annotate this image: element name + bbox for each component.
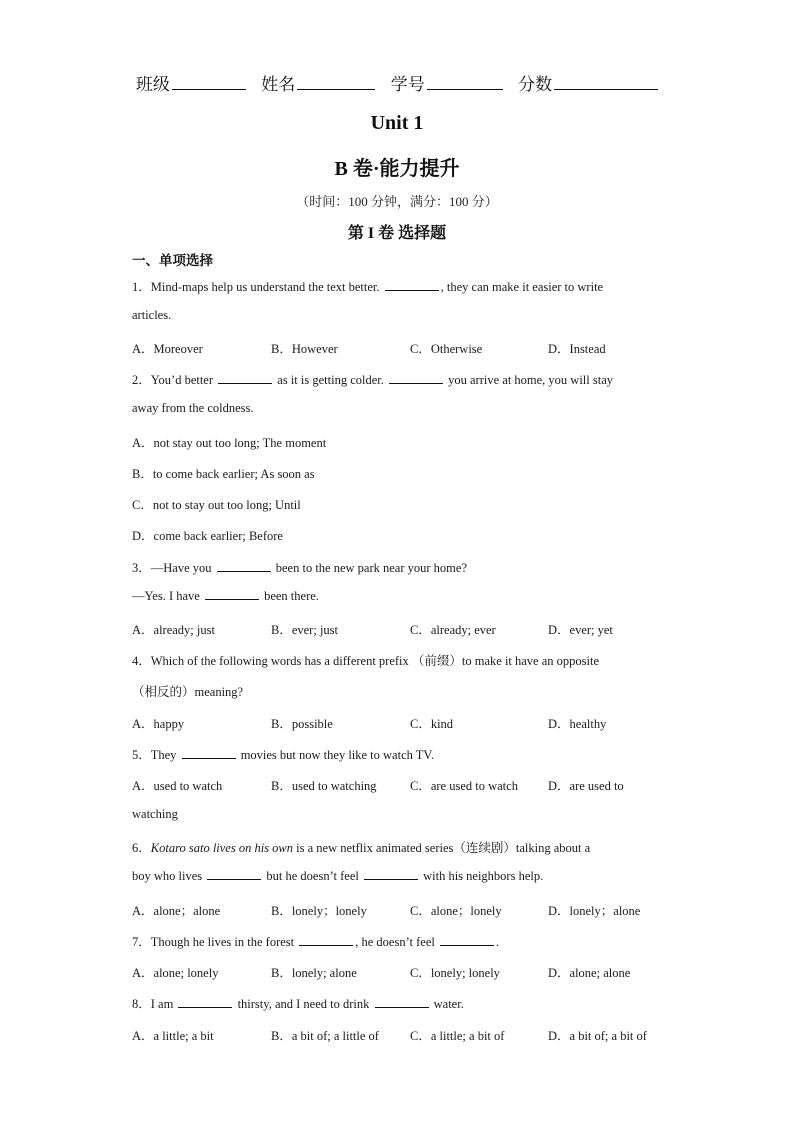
name-blank[interactable] bbox=[297, 88, 375, 90]
q3-blank-2[interactable] bbox=[205, 589, 259, 600]
question-3-line-1 bbox=[132, 558, 467, 576]
q1-option-c[interactable]: C．Otherwise bbox=[410, 342, 483, 356]
q3-text-a: 3．—Have you bbox=[132, 561, 215, 575]
q2-option-c[interactable]: C．not to stay out too long; Until bbox=[132, 498, 301, 512]
question-5-options bbox=[132, 776, 672, 792]
q8-option-b[interactable]: B．a bit of; a little of bbox=[271, 1029, 379, 1043]
q8-blank-1[interactable] bbox=[178, 997, 232, 1008]
name-field bbox=[261, 75, 375, 95]
q8-text-a: 8．I am bbox=[132, 997, 177, 1011]
q6-blank-1[interactable] bbox=[207, 869, 261, 880]
q3-text-d: been there. bbox=[260, 589, 319, 603]
question-2-line-1 bbox=[132, 370, 613, 388]
q1-option-b[interactable]: B．However bbox=[271, 342, 338, 356]
q6-blank-2[interactable] bbox=[364, 869, 418, 880]
q4-option-d[interactable]: D．healthy bbox=[548, 717, 607, 731]
q5-option-a[interactable]: A．used to watch bbox=[132, 779, 223, 793]
q6-text-b: is a new netflix animated series（连续剧）talking about a bbox=[293, 841, 591, 855]
student-info-header bbox=[0, 70, 794, 95]
q2-text-c: you arrive at home, you will stay bbox=[445, 373, 614, 387]
q6-text-c: boy who lives bbox=[132, 869, 206, 883]
q4-option-b[interactable]: B．possible bbox=[271, 717, 333, 731]
q3-text-c: —Yes. I have bbox=[132, 589, 203, 603]
class-blank[interactable] bbox=[172, 88, 246, 90]
question-7-line-1 bbox=[132, 932, 499, 950]
q5-text-b: movies but now they like to watch TV. bbox=[237, 748, 434, 762]
question-8-options bbox=[132, 1026, 672, 1042]
q2-option-d[interactable]: D．come back earlier; Before bbox=[132, 529, 283, 543]
q7-text-b: , he doesn’t feel bbox=[355, 935, 438, 949]
q8-text-c: water. bbox=[430, 997, 464, 1011]
class-field bbox=[136, 75, 246, 95]
q2-blank-2[interactable] bbox=[389, 373, 443, 384]
q5-option-b[interactable]: B．used to watching bbox=[271, 779, 377, 793]
q8-option-c[interactable]: C．a little; a bit of bbox=[410, 1029, 505, 1043]
q1-text-a: 1．Mind-maps help us understand the text better. bbox=[132, 280, 383, 294]
q8-option-a[interactable]: A．a little; a bit bbox=[132, 1029, 214, 1043]
q7-blank-2[interactable] bbox=[440, 935, 494, 946]
q3-option-d[interactable]: D．ever; yet bbox=[548, 623, 613, 637]
score-field bbox=[518, 75, 658, 95]
question-3-line-2 bbox=[132, 589, 319, 604]
q6-text-e: with his neighbors help. bbox=[419, 869, 544, 883]
question-5-line-1 bbox=[132, 745, 434, 763]
score-blank[interactable] bbox=[554, 88, 658, 90]
q7-text-a: 7．Though he lives in the forest bbox=[132, 935, 298, 949]
q5-option-d[interactable]: D．are used to bbox=[548, 779, 624, 793]
section-heading: 一、单项选择 bbox=[132, 253, 213, 269]
q7-text-c: . bbox=[495, 935, 500, 949]
score-label: 分数 bbox=[518, 75, 553, 95]
question-4-line-2: （相反的）meaning? bbox=[132, 685, 244, 699]
q2-text-b: as it is getting colder. bbox=[274, 373, 387, 387]
number-label: 学号 bbox=[390, 75, 425, 95]
q8-option-d[interactable]: D．a bit of; a bit of bbox=[548, 1029, 647, 1043]
question-6-line-2 bbox=[132, 869, 543, 884]
q2-blank-1[interactable] bbox=[218, 373, 272, 384]
class-label: 班级 bbox=[135, 75, 170, 95]
q3-text-b: been to the new park near your home? bbox=[272, 561, 467, 575]
q5-option-d-wrap: watching bbox=[132, 807, 178, 821]
q1-text-b: , they can make it easier to write bbox=[440, 280, 604, 294]
q3-option-c[interactable]: C．already; ever bbox=[410, 623, 496, 637]
q6-option-d[interactable]: D．lonely；alone bbox=[548, 904, 641, 918]
q4-option-c[interactable]: C．kind bbox=[410, 717, 454, 731]
q5-option-c[interactable]: C．are used to watch bbox=[410, 779, 518, 793]
q6-option-b[interactable]: B．lonely；lonely bbox=[271, 904, 367, 918]
question-6-line-1 bbox=[132, 838, 590, 856]
q8-blank-2[interactable] bbox=[375, 997, 429, 1008]
q6-option-c[interactable]: C．alone；lonely bbox=[410, 904, 502, 918]
question-3-options bbox=[132, 620, 672, 636]
question-1-line-1 bbox=[132, 277, 603, 295]
q6-number: 6． bbox=[132, 841, 151, 855]
name-label: 姓名 bbox=[261, 75, 296, 95]
unit-title: Unit 1 bbox=[370, 112, 424, 134]
q2-option-b[interactable]: B．to come back earlier; As soon as bbox=[132, 467, 315, 481]
number-field bbox=[391, 75, 503, 95]
q8-text-b: thirsty, and I need to drink bbox=[234, 997, 373, 1011]
q7-option-a[interactable]: A．alone; lonely bbox=[132, 966, 219, 980]
question-4-line-1: 4．Which of the following words has a different prefix （前缀）to make it have an opposite bbox=[132, 654, 600, 668]
q2-text-a: 2．You’d better bbox=[132, 373, 217, 387]
q1-blank[interactable] bbox=[385, 280, 439, 291]
q1-option-a[interactable]: A．Moreover bbox=[132, 342, 203, 356]
question-8-line-1 bbox=[132, 994, 464, 1012]
question-1-line-2: articles. bbox=[132, 308, 172, 322]
q7-option-c[interactable]: C．lonely; lonely bbox=[410, 966, 500, 980]
question-7-options bbox=[132, 963, 672, 979]
question-1-options bbox=[132, 339, 672, 355]
q4-option-a[interactable]: A．happy bbox=[132, 717, 185, 731]
q6-series-title: Kotaro sato lives on his own bbox=[150, 841, 294, 855]
question-6-options bbox=[132, 901, 672, 917]
q6-text-d: but he doesn’t feel bbox=[263, 869, 362, 883]
q5-blank[interactable] bbox=[182, 748, 236, 759]
q7-option-b[interactable]: B．lonely; alone bbox=[271, 966, 357, 980]
q2-option-a[interactable]: A．not stay out too long; The moment bbox=[132, 436, 327, 450]
q3-option-a[interactable]: A．already; just bbox=[132, 623, 215, 637]
q1-option-d[interactable]: D．Instead bbox=[548, 342, 606, 356]
q3-blank-1[interactable] bbox=[217, 561, 271, 572]
part-title: 第 I 卷 选择题 bbox=[347, 225, 447, 242]
q5-text-a: 5．They bbox=[132, 748, 180, 762]
question-2-line-2: away from the coldness. bbox=[132, 401, 254, 415]
timing-note: （时间：100 分钟，满分：100 分） bbox=[296, 194, 498, 209]
number-blank[interactable] bbox=[427, 88, 503, 90]
q6-option-a[interactable]: A．alone；alone bbox=[132, 904, 221, 918]
question-4-options bbox=[132, 714, 672, 730]
q7-option-d[interactable]: D．alone; alone bbox=[548, 966, 631, 980]
volume-title: B 卷·能力提升 bbox=[334, 158, 460, 180]
q7-blank-1[interactable] bbox=[299, 935, 353, 946]
q3-option-b[interactable]: B．ever; just bbox=[271, 623, 339, 637]
